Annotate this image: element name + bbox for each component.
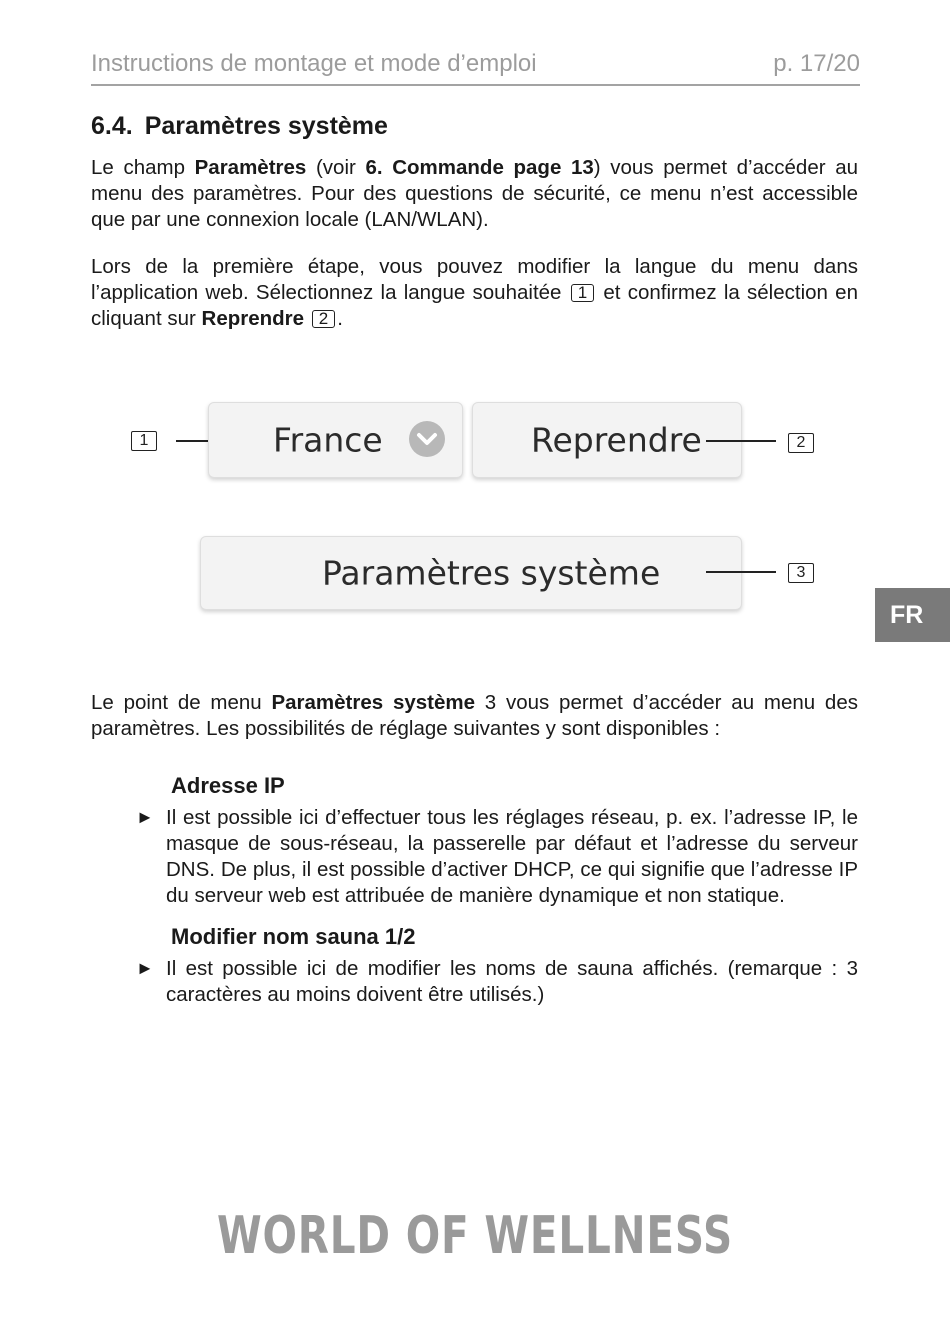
brand-wordmark: WORLD OF WELLNESS (216, 1206, 734, 1266)
text-run: et confirmez la sélection en cliquant sur (91, 281, 858, 330)
text-run: ) vous permet d’accéder au menu des paramètres. Pour des questions de sécurité, ce menu n’est accessible que par une connexion locale (LAN/WLAN). (91, 156, 858, 231)
item-heading-sauna-name: Modifier nom sauna 1/2 (171, 924, 416, 949)
section-number: 6.4. (91, 112, 133, 140)
inline-callout-2: 2 (312, 310, 335, 328)
cross-reference: 6. Commande page 13 (365, 156, 594, 179)
reprendre-button[interactable] (472, 402, 742, 478)
document-title: Instructions de montage et mode d’emploi (91, 50, 537, 77)
language-select[interactable] (208, 402, 463, 478)
callout-1: 1 (131, 431, 157, 451)
page-header (91, 48, 860, 86)
text-run: . (337, 307, 343, 330)
text-run: Lors de la première étape, vous pouvez modifier la langue du menu dans l’application web. Sélectionnez la langue souhaitée (91, 255, 858, 304)
chevron-down-icon (409, 421, 445, 457)
callout-3: 3 (788, 563, 814, 583)
text-run: Le champ (91, 156, 195, 179)
leader-line-2 (706, 440, 776, 442)
item-heading-ip: Adresse IP (171, 773, 285, 798)
page-number: p. 17/20 (773, 50, 860, 77)
bold-term: Reprendre (201, 307, 305, 330)
item-text-ip: Il est possible ici d’effectuer tous les réglages réseau, p. ex. l’adresse IP, le masque de sous-réseau, la passerelle par défaut et l’adresse du serveur DNS. De plus, il est possible d’activer DHCP, ce qui signifie que l’adresse IP du serveur web est attribuée de manière dynamique et non statique. (166, 806, 858, 907)
item-text-sauna-name: Il est possible ici de modifier les noms de sauna affichés. (remarque : 3 caractères au moins doivent être utilisés.) (166, 957, 858, 1006)
triangle-right-icon: ► (136, 807, 154, 827)
bold-term: Paramètres (194, 156, 307, 179)
callout-2: 2 (788, 433, 814, 453)
text-run: 3 vous permet d’accéder au menu des paramètres. Les possibilités de réglage suivantes y sont disponibles : (91, 691, 858, 740)
section-heading (91, 112, 388, 141)
menu-paragraph (91, 690, 858, 742)
system-settings-button-label: Paramètres système (322, 553, 661, 593)
inline-callout-1: 1 (571, 284, 594, 302)
leader-line-3 (706, 571, 776, 573)
reprendre-button-label: Reprendre (531, 420, 702, 460)
section-title: Paramètres système (144, 112, 388, 140)
text-run: (voir (306, 156, 366, 179)
intro-paragraph (91, 155, 858, 233)
language-tab: FR (875, 588, 950, 642)
system-settings-button[interactable] (200, 536, 742, 610)
text-run: Le point de menu (91, 691, 272, 714)
language-select-value: France (273, 420, 383, 460)
triangle-right-icon: ► (136, 958, 154, 978)
steps-paragraph (91, 254, 858, 332)
bold-term: Paramètres système (271, 691, 475, 714)
